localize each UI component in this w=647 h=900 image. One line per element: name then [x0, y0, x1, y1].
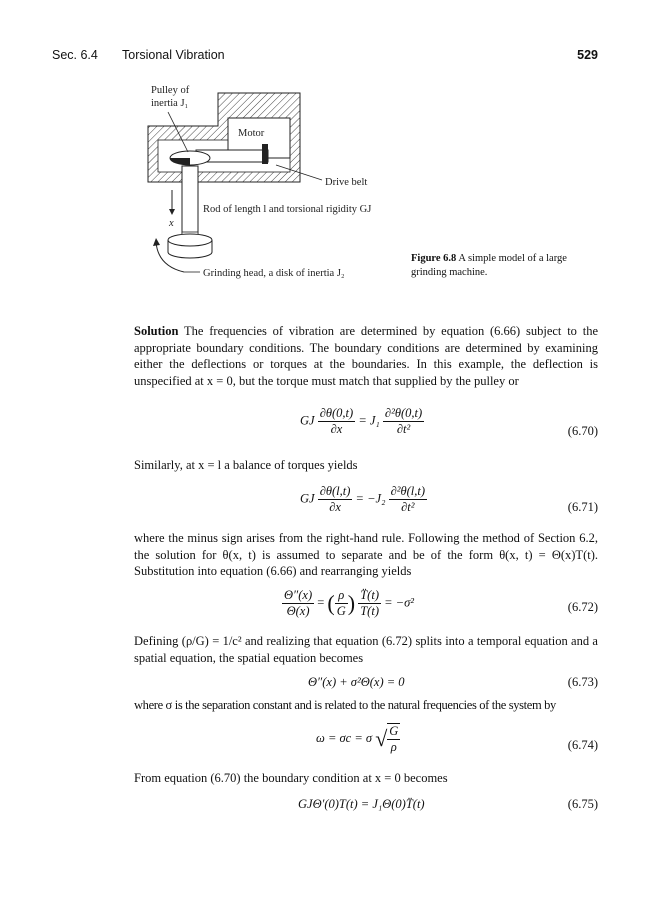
- motor-pulley: [262, 144, 268, 164]
- paragraph-separation: where σ is the separation constant and is related to the natural frequencies of the system by: [134, 698, 556, 712]
- paragraph-boundary: From equation (6.70) the boundary condition at x = 0 becomes: [134, 771, 448, 785]
- rotation-arrowhead: [153, 238, 160, 246]
- x-axis-label: x: [169, 218, 174, 229]
- grinding-head-top: [168, 234, 212, 246]
- figure-caption-label: Figure 6.8: [411, 253, 457, 264]
- paragraph-text: The frequencies of vibration are determined by equation (6.66) subject to the appropriate boundary conditions. The boundary conditions are determined by examining either the deflections or torques at the boundaries. In this example, the deflection is unspecified at x = 0, but the torque must match that supplied by the pulley or: [134, 324, 598, 388]
- equation-number-6-75: (6.75): [567, 797, 598, 811]
- motor-label: Motor: [238, 128, 265, 139]
- equation-6-70: GJ $\frac{\partial\theta(0,t)}{\partial x}$ = J₁ $\frac{\text{∂²θ(0,t)}}{\text{∂t²}}$: [300, 406, 423, 436]
- x-axis-arrowhead: [169, 209, 175, 215]
- page-number: 529: [577, 48, 598, 62]
- equation-number-6-72: (6.72): [567, 600, 598, 614]
- solution-label: Solution: [134, 324, 179, 338]
- paragraph-solution: [134, 323, 598, 389]
- grinding-head-label: Grinding head, a disk of inertia J₂: [203, 268, 345, 279]
- equation-number-6-74: (6.74): [567, 738, 598, 752]
- equation-6-75: GJΘ′(0)T(t) = J₁Θ(0)T̈(t): [298, 797, 425, 811]
- figure-caption: [411, 252, 601, 280]
- drive-belt-label: Drive belt: [325, 177, 368, 188]
- paragraph-similarly: Similarly, at x = l a balance of torques yields: [134, 458, 358, 472]
- equation-6-71: GJ $\frac{\partial\theta(l,t)}{\partial x}$ = −J₂ $\frac{\text{∂²θ(l,t)}}{\text{∂t²}}$: [300, 484, 426, 514]
- pulley-label-line1: Pulley of: [151, 85, 190, 96]
- equation-6-74: ω = σc = σ √ $\frac{G}{\rho}$: [316, 724, 399, 754]
- paragraph-minus-sign: where the minus sign arises from the right-hand rule. Following the method of Section 6.2, the solution for θ(x, t) is assumed to separate and be of the form θ(x, t) = Θ(x)T(t). Substitution into equation (6.66) and rearranging yields: [134, 531, 598, 579]
- equation-number-6-70: (6.70): [567, 424, 598, 438]
- equation-number-6-71: (6.71): [567, 500, 598, 514]
- equation-6-72: $\frac{\Theta''(x)}{\Theta(x)}$ = ( $\frac{\rho}{G}$ ) $\frac{T̈(t)}{T(t)}$ = −σ²: [284, 588, 415, 618]
- paragraph-defining: Defining (ρ/G) = 1/c² and realizing that equation (6.72) splits into a temporal equation and a spatial equation, the spatial equation becomes: [134, 634, 598, 665]
- rod: [182, 166, 198, 236]
- rod-label: Rod of length l and torsional rigidity GJ: [203, 204, 372, 215]
- section-title: Torsional Vibration: [122, 48, 225, 62]
- equation-number-6-73: (6.73): [567, 675, 598, 689]
- pulley-label-line2: inertia J₁: [151, 98, 189, 109]
- section-number: Sec. 6.4: [52, 48, 98, 62]
- figure-caption-text: A simple model of a large grinding machine.: [411, 253, 567, 278]
- equation-6-73: Θ″(x) + σ²Θ(x) = 0: [308, 675, 405, 689]
